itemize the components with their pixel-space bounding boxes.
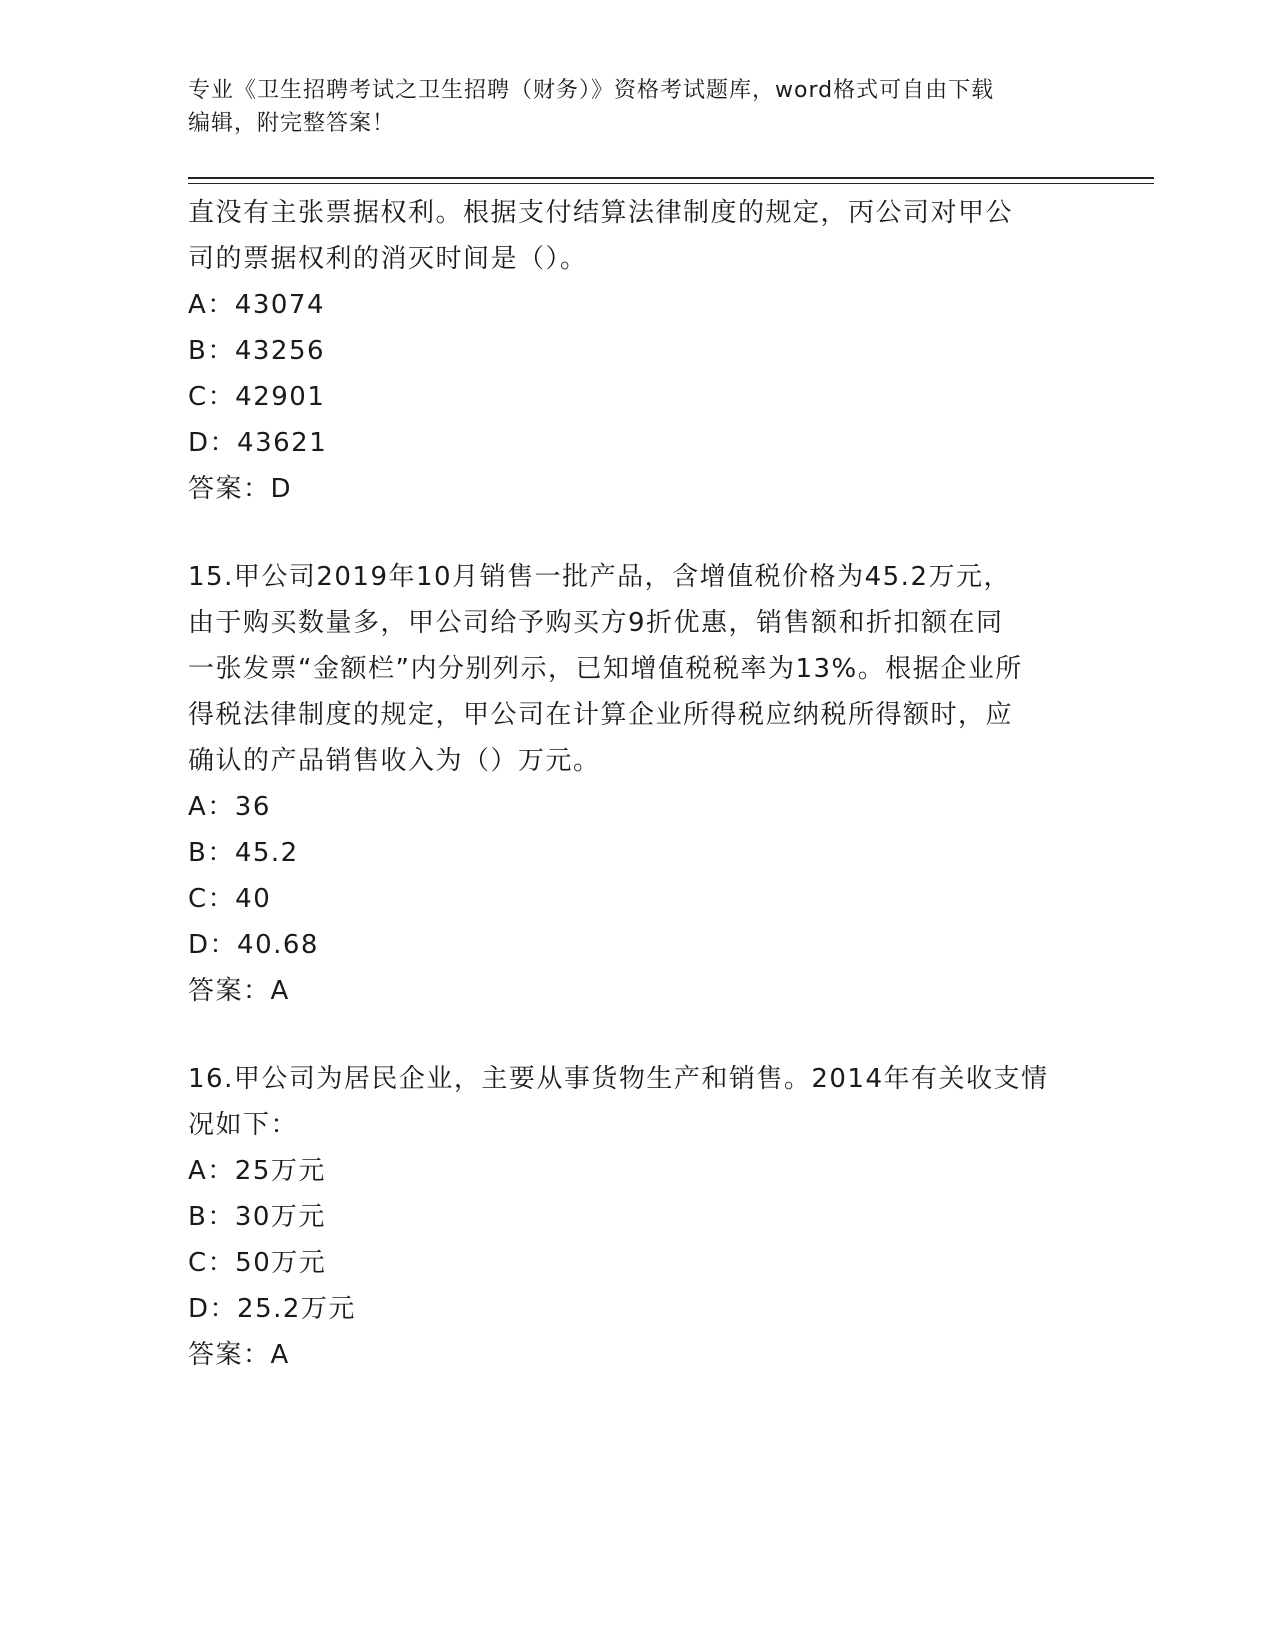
question-text-line: 15.甲公司2019年10月销售一批产品，含增值税价格为45.2万元， xyxy=(188,562,1011,592)
question-text-line: 由于购买数量多，甲公司给予购买方9折优惠，销售额和折扣额在同 xyxy=(188,608,1004,638)
option-d: D：43621 xyxy=(188,428,328,458)
header-divider-thin xyxy=(188,183,1154,184)
question-block xyxy=(188,1056,1088,1378)
question-spacer xyxy=(188,512,1088,554)
question-spacer xyxy=(188,1014,1088,1056)
question-text-line: 得税法律制度的规定，甲公司在计算企业所得税应纳税所得额时，应 xyxy=(188,700,1014,730)
option-a: A：36 xyxy=(188,792,271,822)
header-divider-thick xyxy=(188,177,1154,179)
answer-line: 答案：A xyxy=(188,976,290,1006)
question-text-line: 一张发票“金额栏”内分别列示，已知增值税税率为13%。根据企业所 xyxy=(188,654,1023,684)
answer-line: 答案：D xyxy=(188,474,293,504)
question-text-line: 16.甲公司为居民企业，主要从事货物生产和销售。2014年有关收支情 xyxy=(188,1064,1049,1094)
option-c: C：42901 xyxy=(188,382,326,412)
option-a: A：25万元 xyxy=(188,1156,326,1186)
header-line-1: 专业《卫生招聘考试之卫生招聘（财务）》资格考试题库，word格式可自由下载 xyxy=(188,78,995,103)
option-c: C：50万元 xyxy=(188,1248,327,1278)
header-line-2: 编辑，附完整答案！ xyxy=(188,111,396,136)
answer-line: 答案：A xyxy=(188,1340,290,1370)
option-b: B：30万元 xyxy=(188,1202,326,1232)
question-list xyxy=(188,190,1088,1378)
option-c: C：40 xyxy=(188,884,272,914)
document-header xyxy=(188,74,1088,140)
question-text-line: 况如下： xyxy=(188,1110,299,1140)
question-text-line: 确认的产品销售收入为（）万元。 xyxy=(188,746,601,776)
option-b: B：43256 xyxy=(188,336,326,366)
question-text-line: 司的票据权利的消灭时间是（）。 xyxy=(188,244,588,274)
option-d: D：40.68 xyxy=(188,930,319,960)
option-d: D：25.2万元 xyxy=(188,1294,356,1324)
option-a: A：43074 xyxy=(188,290,325,320)
question-block xyxy=(188,554,1088,1014)
question-block xyxy=(188,190,1088,512)
question-text-line: 直没有主张票据权利。根据支付结算法律制度的规定，丙公司对甲公 xyxy=(188,198,1014,228)
option-b: B：45.2 xyxy=(188,838,299,868)
